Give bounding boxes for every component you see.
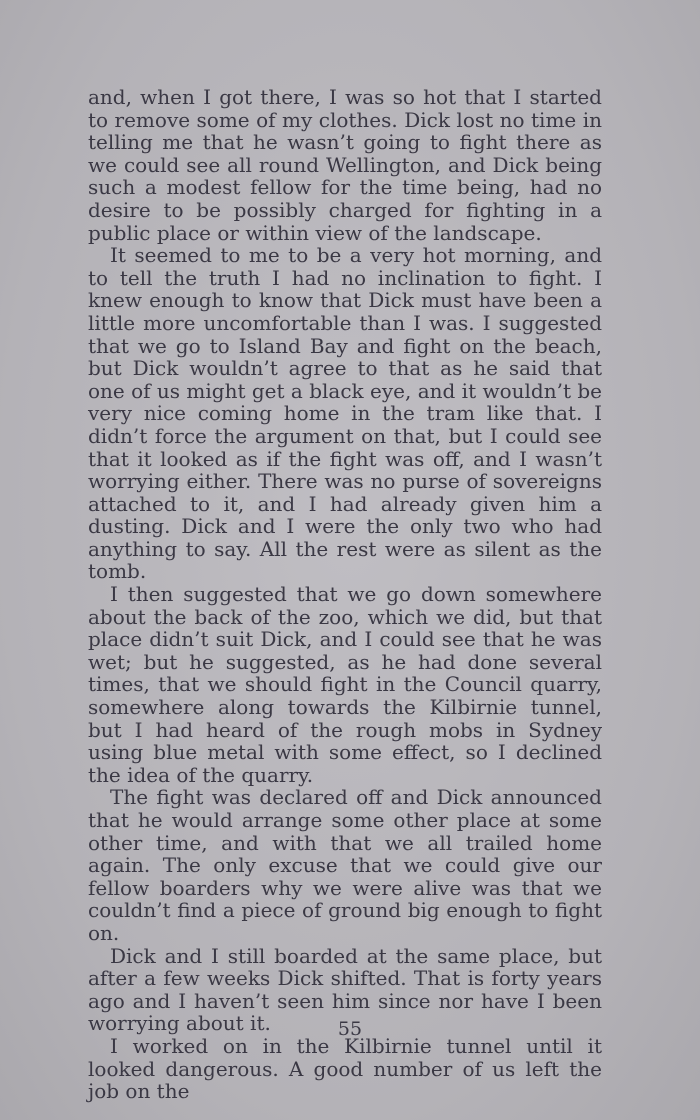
body-text xyxy=(88,86,602,1103)
paragraph-3: I then suggested that we go down somewhere about the back of the zoo, which we did, but that place didn’t suit Dick, and I could see that he was wet; but he suggested, as he had done several times, that we should fight in the Council quarry, somewhere along towards the Kilbirnie tunnel, but I had heard of the rough mobs in Sydney using blue metal with some effect, so I declined the idea of the quarry. xyxy=(88,582,602,787)
paragraph-6: I worked on in the Kilbirnie tunnel until it looked dangerous. A good number of us left the job on the xyxy=(88,1033,602,1104)
paragraph-2: It seemed to me to be a very hot morning, and to tell the truth I had no inclination to fight. I knew enough to know that Dick must have been a little more uncomfortable than I was. I suggested that we go to Island Bay and fight on the beach, but Dick wouldn’t agree to that as he said that one of us might get a black eye, and it wouldn’t be very nice coming home in the tram like that. I didn’t force the argument on that, but I could see that it looked as if the fight was off, and I wasn’t worrying either. There was no purse of sovereigns attached to it, and I had already given him a dusting. Dick and I were the only two who had anything to say. All the rest were as silent as the tomb. xyxy=(88,243,602,584)
paragraph-4: The fight was declared off and Dick announced that he would arrange some other place at some other time, and with that we all trailed home again. The only excuse that we could give our fellow boarders why we were alive was that we couldn’t find a piece of ground big enough to fight on. xyxy=(88,785,602,945)
paragraph-5: Dick and I still boarded at the same place, but after a few weeks Dick shifted. That is forty years ago and I haven’t seen him since nor have I been worrying about it. xyxy=(88,943,602,1036)
paragraph-1: and, when I got there, I was so hot that I started to remove some of my clothes. Dick lost no time in telling me that he wasn’t going to fight there as we could see all round Wellington, and Dick being such a modest fellow for the time being, had no desire to be possibly charged for fighting in a public place or within view of the landscape. xyxy=(88,85,602,245)
page-number: 55 xyxy=(337,1018,363,1040)
